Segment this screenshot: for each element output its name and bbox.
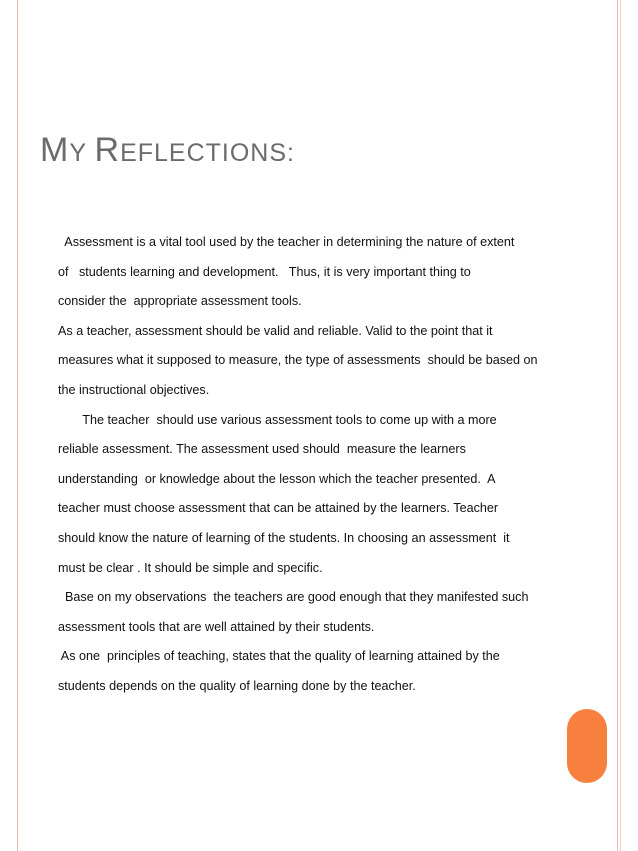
body-line: The teacher should use various assessment tools to come up with a more	[58, 412, 497, 427]
body-line: must be clear . It should be simple and specific.	[58, 560, 323, 575]
title-initial-r: R	[94, 131, 121, 169]
body-line: students depends on the quality of learning done by the teacher.	[58, 678, 416, 693]
title-rest-reflections: EFLECTIONS:	[120, 139, 295, 167]
right-border-decoration	[617, 0, 638, 851]
body-line: consider the appropriate assessment tools.	[58, 294, 302, 309]
slide-title	[40, 133, 295, 167]
body-line: Assessment is a vital tool used by the teacher in determining the nature of extent	[58, 235, 515, 249]
body-line: the instructional objectives.	[58, 382, 210, 397]
reflection-body	[58, 234, 578, 708]
body-line: As a teacher, assessment should be valid and reliable. Valid to the point that it	[58, 323, 493, 338]
title-rest-my: Y	[69, 139, 95, 167]
body-line: reliable assessment. The assessment used should measure the learners	[58, 442, 466, 457]
body-line: of students learning and development. Thus, it is very important thing to	[58, 264, 471, 279]
body-line: As one principles of teaching, states that the quality of learning attained by the	[58, 649, 500, 664]
right-border-inner-line	[620, 0, 621, 851]
body-line: should know the nature of learning of the students. In choosing an assessment it	[58, 530, 510, 545]
body-line: measures what it supposed to measure, the type of assessments should be based on	[58, 353, 538, 368]
body-line: assessment tools that are well attained by their students.	[58, 619, 375, 634]
body-line: Base on my observations the teachers are good enough that they manifested such	[58, 590, 529, 605]
body-line: teacher must choose assessment that can be attained by the learners. Teacher	[58, 501, 499, 516]
title-initial-m: M	[40, 131, 70, 169]
orange-accent-shape	[567, 709, 607, 783]
body-line: understanding or knowledge about the lesson which the teacher presented. A	[58, 471, 496, 486]
left-border-decoration	[0, 0, 18, 851]
